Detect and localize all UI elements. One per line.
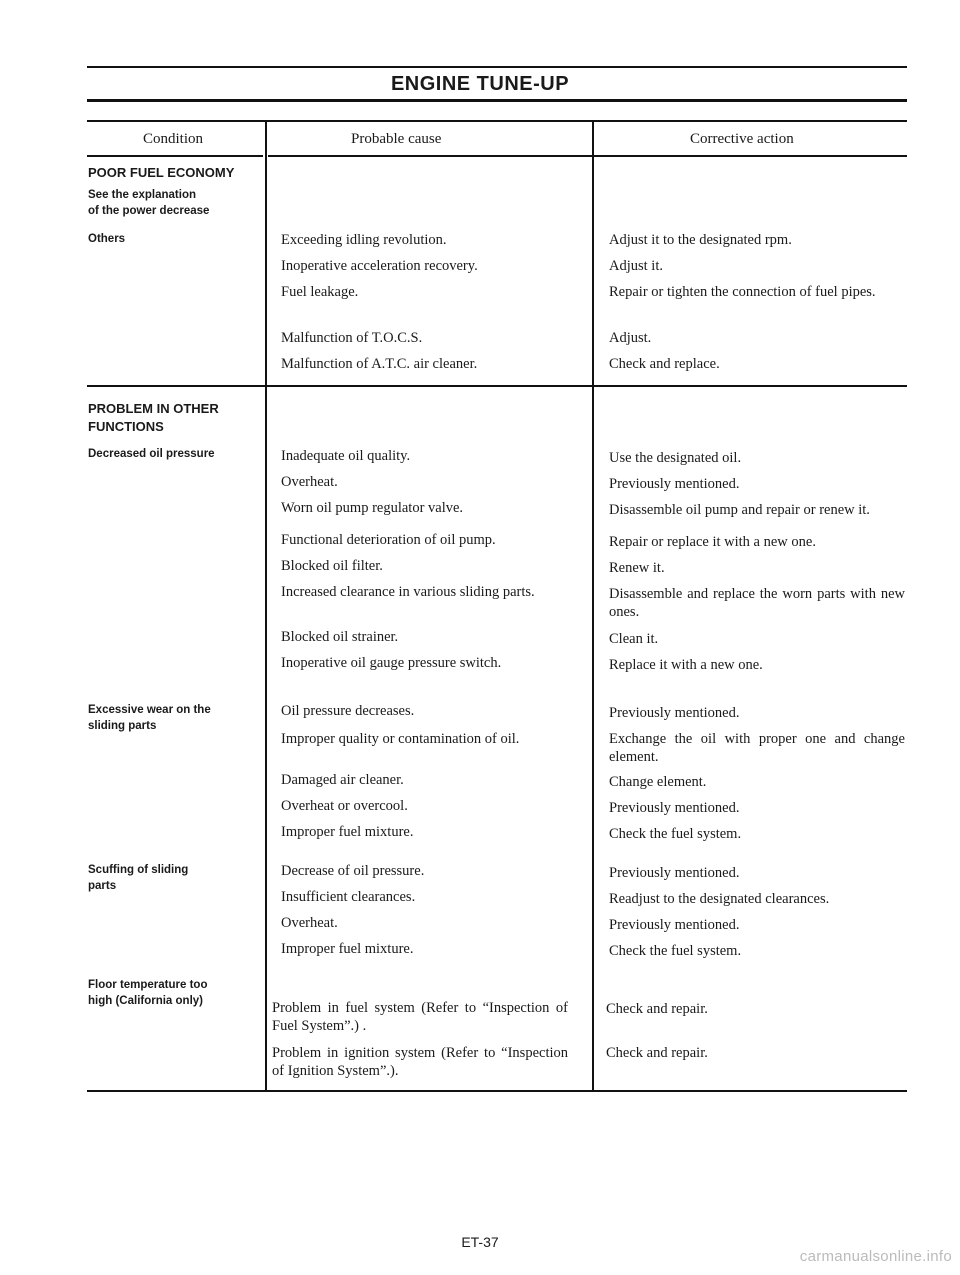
fuel-action-3: Repair or tighten the connection of fuel pipes. bbox=[609, 284, 876, 300]
oil-pressure-action-5: Renew it. bbox=[609, 560, 665, 576]
wear-action-1: Previously mentioned. bbox=[609, 705, 740, 721]
header-corrective-action: Corrective action bbox=[690, 131, 794, 147]
scuffing-cause-4: Improper fuel mixture. bbox=[281, 941, 414, 957]
column-divider-1 bbox=[265, 121, 267, 1091]
fuel-cause-2: Inoperative acceleration recovery. bbox=[281, 258, 478, 274]
wear-cause-4: Overheat or overcool. bbox=[281, 798, 408, 814]
oil-pressure-action-8: Replace it with a new one. bbox=[609, 657, 763, 673]
oil-pressure-action-3: Disassemble oil pump and repair or renew it. bbox=[609, 502, 870, 518]
wear-cause-3: Damaged air cleaner. bbox=[281, 772, 404, 788]
fuel-action-1: Adjust it to the designated rpm. bbox=[609, 232, 792, 248]
fuel-see-note-line-1: See the explanation bbox=[88, 189, 197, 201]
fuel-cause-5: Malfunction of A.T.C. air cleaner. bbox=[281, 356, 478, 372]
oil-pressure-cause-8: Inoperative oil gauge pressure switch. bbox=[281, 655, 502, 671]
page-number: ET-37 bbox=[461, 1234, 499, 1250]
scuffing-action-2: Readjust to the designated clearances. bbox=[609, 891, 830, 907]
condition-excessive-wear-line-1: Excessive wear on the bbox=[88, 704, 211, 716]
scuffing-action-4: Check the fuel system. bbox=[609, 943, 742, 959]
fuel-cause-3: Fuel leakage. bbox=[281, 284, 359, 300]
condition-excessive-wear-line-2: sliding parts bbox=[88, 720, 157, 732]
scuffing-cause-3: Overheat. bbox=[281, 915, 338, 931]
fuel-cause-1: Exceeding idling revolution. bbox=[281, 232, 447, 248]
oil-pressure-cause-3: Worn oil pump regulator valve. bbox=[281, 500, 464, 516]
fuel-action-5: Check and replace. bbox=[609, 356, 720, 372]
oil-pressure-action-6: Disassemble and replace the worn parts with new ones. bbox=[609, 586, 905, 620]
fuel-see-note-line-2: of the power decrease bbox=[88, 205, 210, 217]
oil-pressure-cause-4: Functional deterioration of oil pump. bbox=[281, 532, 496, 548]
fuel-action-2: Adjust it. bbox=[609, 258, 663, 274]
header-condition: Condition bbox=[143, 131, 204, 147]
header-underline-condition bbox=[87, 155, 263, 157]
condition-decreased-oil-pressure: Decreased oil pressure bbox=[88, 448, 215, 460]
oil-pressure-action-4: Repair or replace it with a new one. bbox=[609, 534, 816, 550]
floor-cause-1: Problem in fuel system (Refer to “Inspection of Fuel System”.) . bbox=[272, 1000, 568, 1034]
wear-action-3: Change element. bbox=[609, 774, 707, 790]
oil-pressure-cause-1: Inadequate oil quality. bbox=[281, 448, 411, 464]
scuffing-action-1: Previously mentioned. bbox=[609, 865, 740, 881]
scuffing-cause-2: Insufficient clearances. bbox=[281, 889, 416, 905]
condition-floor-temp-line-2: high (California only) bbox=[88, 995, 203, 1007]
title-bottom-rule bbox=[87, 99, 907, 102]
wear-action-5: Check the fuel system. bbox=[609, 826, 742, 842]
section-divider bbox=[87, 385, 907, 387]
header-underline-actions bbox=[268, 155, 907, 157]
oil-pressure-cause-7: Blocked oil strainer. bbox=[281, 629, 399, 645]
table-top-rule bbox=[87, 120, 907, 122]
title-top-rule bbox=[87, 66, 907, 68]
floor-action-1: Check and repair. bbox=[606, 1001, 708, 1017]
condition-scuffing-line-1: Scuffing of sliding bbox=[88, 864, 189, 876]
oil-pressure-action-7: Clean it. bbox=[609, 631, 659, 647]
wear-action-2: Exchange the oil with proper one and change element. bbox=[609, 731, 905, 765]
wear-action-4: Previously mentioned. bbox=[609, 800, 740, 816]
oil-pressure-cause-5: Blocked oil filter. bbox=[281, 558, 383, 574]
condition-others: Others bbox=[88, 233, 126, 245]
floor-action-2: Check and repair. bbox=[606, 1045, 708, 1061]
oil-pressure-action-2: Previously mentioned. bbox=[609, 476, 740, 492]
condition-scuffing-line-2: parts bbox=[88, 880, 117, 892]
wear-cause-5: Improper fuel mixture. bbox=[281, 824, 414, 840]
section-heading-other-line-1: PROBLEM IN OTHER bbox=[88, 401, 219, 416]
floor-cause-2: Problem in ignition system (Refer to “Inspection of Ignition System”.). bbox=[272, 1045, 568, 1079]
header-probable-cause: Probable cause bbox=[351, 131, 442, 147]
scuffing-cause-1: Decrease of oil pressure. bbox=[281, 863, 425, 879]
wear-cause-2: Improper quality or contamination of oil. bbox=[281, 731, 520, 747]
table-bottom-rule bbox=[87, 1090, 907, 1092]
fuel-action-4: Adjust. bbox=[609, 330, 652, 346]
oil-pressure-action-1: Use the designated oil. bbox=[609, 450, 742, 466]
page-title: ENGINE TUNE-UP bbox=[390, 73, 570, 95]
section-heading-other-line-2: FUNCTIONS bbox=[88, 419, 164, 434]
scuffing-action-3: Previously mentioned. bbox=[609, 917, 740, 933]
oil-pressure-cause-6: Increased clearance in various sliding parts. bbox=[281, 584, 535, 600]
wear-cause-1: Oil pressure decreases. bbox=[281, 703, 415, 719]
fuel-cause-4: Malfunction of T.O.C.S. bbox=[281, 330, 423, 346]
oil-pressure-cause-2: Overheat. bbox=[281, 474, 338, 490]
condition-floor-temp-line-1: Floor temperature too bbox=[88, 979, 208, 991]
column-divider-2 bbox=[592, 121, 594, 1091]
site-watermark: carmanualsonline.info bbox=[799, 1248, 952, 1265]
section-heading-fuel-economy: POOR FUEL ECONOMY bbox=[88, 165, 235, 180]
